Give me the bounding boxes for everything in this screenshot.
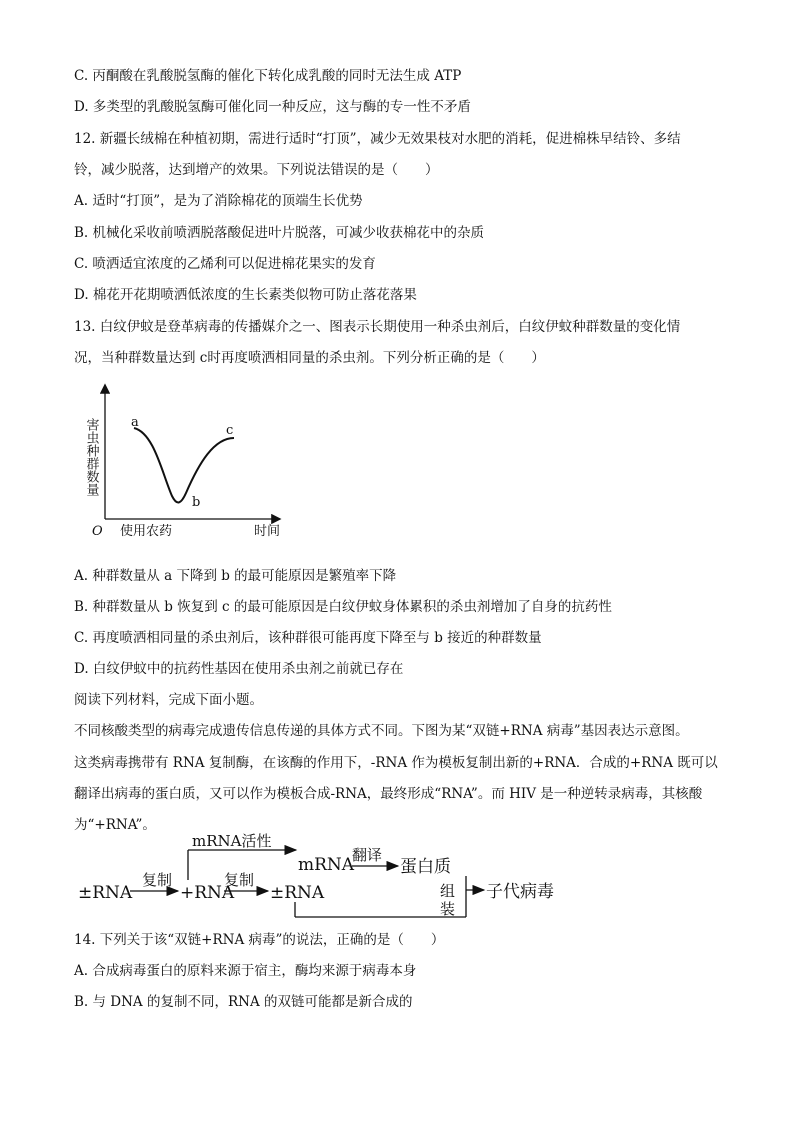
mrna-activity-label: mRNA活性 xyxy=(192,832,272,850)
origin-label: O xyxy=(92,524,103,539)
material-text-1: 不同核酸类型的病毒完成遗传信息传递的具体方式不同。下图为某“双链+RNA 病毒”基因表达示意图。 xyxy=(74,723,689,739)
option-12-a: A. 适时“打顶”，是为了消除棉花的顶端生长优势 xyxy=(74,193,363,209)
ds-rna-label-2: ±RNA xyxy=(270,883,325,903)
option-13-a: A. 种群数量从 a 下降到 b 的最可能原因是繁殖率下降 xyxy=(74,568,397,584)
option-14-b: B. 与 DNA 的复制不同，RNA 的双链可能都是新合成的 xyxy=(74,994,413,1010)
option-12-c: C. 喷洒适宜浓度的乙烯利可以促进棉花果实的发育 xyxy=(74,256,376,272)
mrna-label: mRNA xyxy=(298,855,355,875)
question-14-stem: 14. 下列关于该“双链+RNA 病毒”的说法，正确的是（ ） xyxy=(74,932,445,948)
question-text-l2: D. 多类型的乳酸脱氢酶可催化同一种反应，这与酶的专一性不矛盾 xyxy=(74,99,471,115)
option-14-a: A. 合成病毒蛋白的原料来源于宿主，酶均来源于病毒本身 xyxy=(74,963,417,979)
pesticide-label: 使用农药 xyxy=(120,524,173,539)
population-curve xyxy=(134,428,234,502)
question-13-stem-cont: 况，当种群数量达到 c时再度喷洒相同量的杀虫剂。下列分析正确的是（ ） xyxy=(74,350,545,366)
y-axis-label: 害虫种群数量 xyxy=(83,418,99,496)
option-12-d: D. 棉花开花期喷洒低浓度的生长素类似物可防止落花落果 xyxy=(74,287,417,303)
assemble-label-2: 装 xyxy=(440,900,456,918)
option-13-b: B. 种群数量从 b 恢复到 c 的最可能原因是白纹伊蚊身体累积的杀虫剂增加了自身的抗药性 xyxy=(74,599,612,615)
progeny-label: 子代病毒 xyxy=(486,882,554,902)
question-text-l1: C. 丙酮酸在乳酸脱氢酶的催化下转化成乳酸的同时无法生成 ATP xyxy=(74,68,462,84)
rna-flow-diagram xyxy=(74,832,574,922)
assemble-label-1: 组 xyxy=(440,882,456,900)
question-12-stem-cont: 铃，减少脱落，达到增产的效果。下列说法错误的是（ ） xyxy=(74,162,439,178)
population-graph xyxy=(74,378,304,546)
option-13-d: D. 白纹伊蚊中的抗药性基因在使用杀虫剂之前就已存在 xyxy=(74,661,404,677)
question-13-stem: 13. 白纹伊蚊是登革病毒的传播媒介之一、图表示长期使用一种杀虫剂后，白纹伊蚊种群数量的变化情 xyxy=(74,319,681,335)
protein-label: 蛋白质 xyxy=(400,857,451,877)
question-12-stem: 12. 新疆长绒棉在种植初期，需进行适时“打顶”，减少无效果枝对水肥的消耗，促进棉株早结铃、多结 xyxy=(74,131,681,147)
point-a-label: a xyxy=(131,415,139,430)
material-text-3: 翻译出病毒的蛋白质，又可以作为模板合成-RNA，最终形成“RNA”。而 HIV 是一种逆转录病毒，其核酸 xyxy=(74,786,703,802)
option-13-c: C. 再度喷洒相同量的杀虫剂后，该种群很可能再度下降至与 b 接近的种群数量 xyxy=(74,630,542,646)
ds-rna-label: ±RNA xyxy=(78,883,133,903)
material-text-4: 为“+RNA”。 xyxy=(74,817,156,833)
plus-rna-label: +RNA xyxy=(180,883,235,903)
replicate-label-2: 复制 xyxy=(224,871,255,889)
point-c-label: c xyxy=(226,423,234,438)
option-12-b: B. 机械化采收前喷洒脱落酸促进叶片脱落，可减少收获棉花中的杂质 xyxy=(74,225,485,241)
replicate-label-1: 复制 xyxy=(142,871,173,889)
material-text-2: 这类病毒携带有 RNA 复制酶，在该酶的作用下，-RNA 作为模板复制出新的+RNA．合成的+RNA 既可以 xyxy=(74,755,718,771)
reading-instruction: 阅读下列材料，完成下面小题。 xyxy=(74,692,263,708)
x-axis-label: 时间 xyxy=(254,524,281,539)
point-b-label: b xyxy=(192,495,201,510)
translate-label: 翻译 xyxy=(352,846,383,864)
